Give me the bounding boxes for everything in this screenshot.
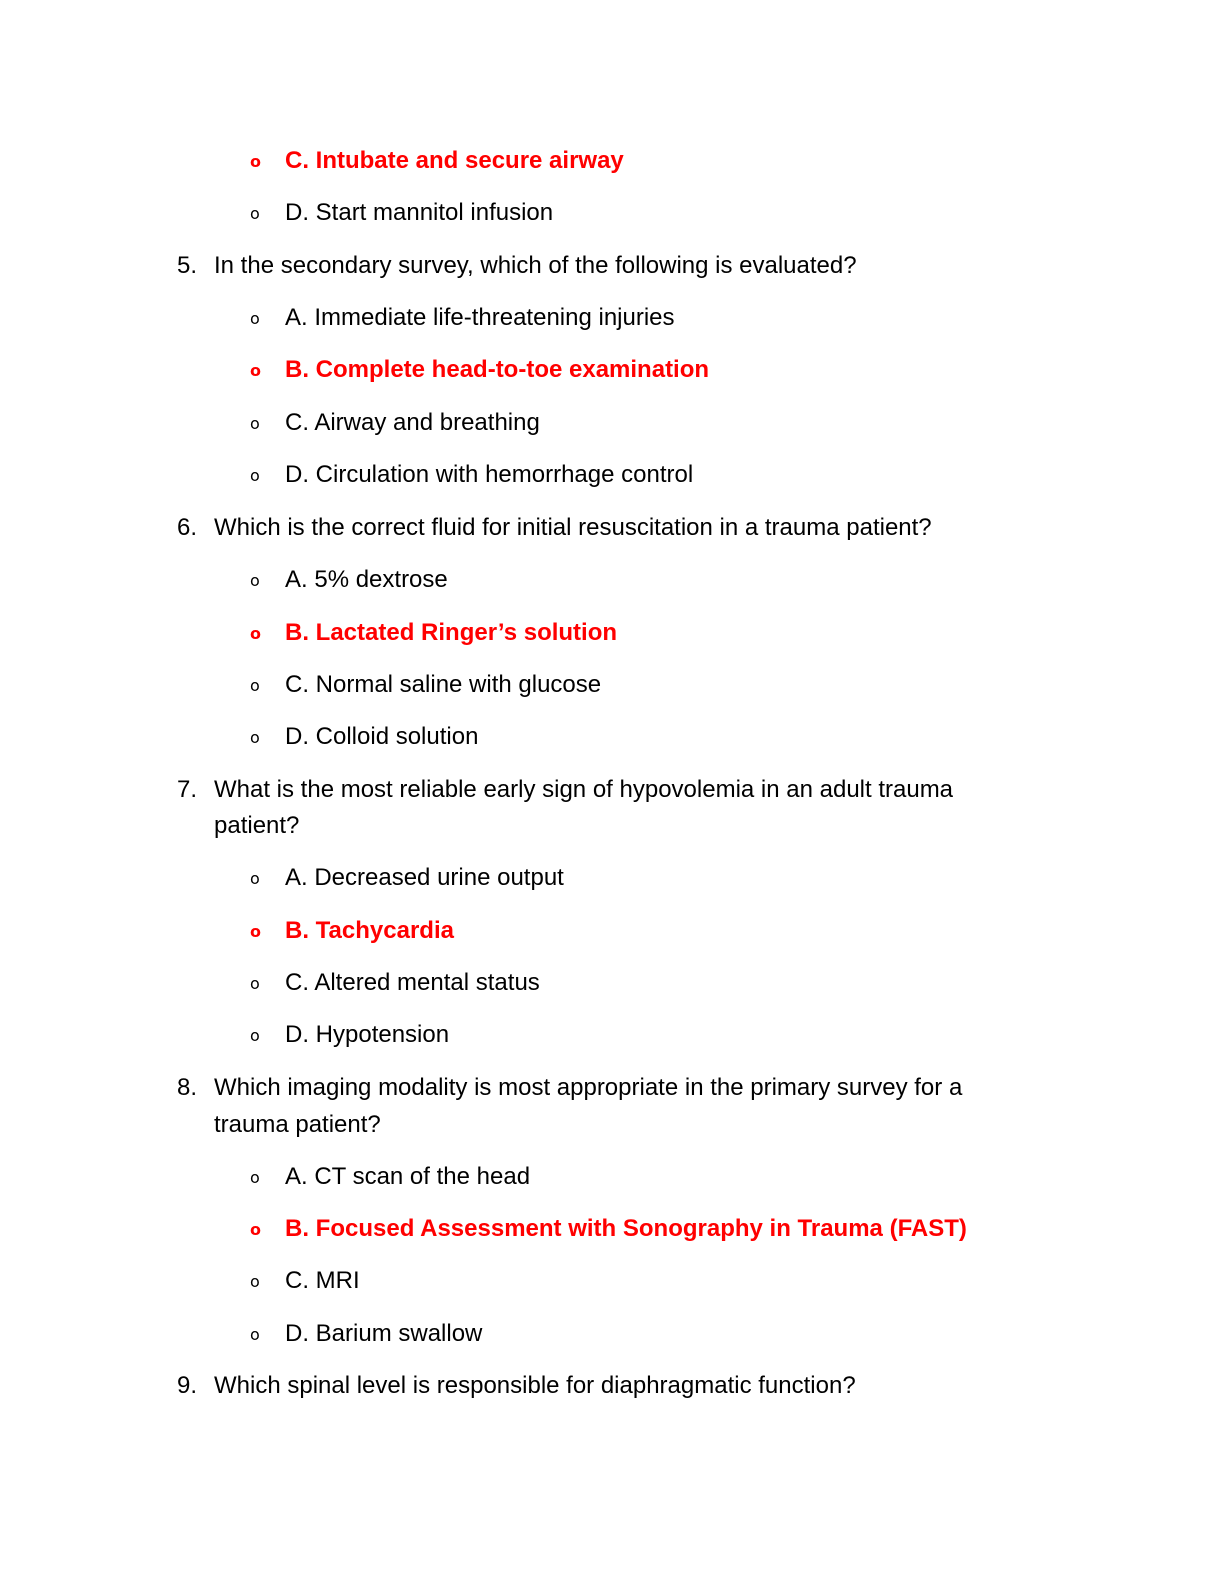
bullet-icon: o bbox=[250, 1272, 260, 1291]
bullet-icon: o bbox=[250, 922, 261, 941]
option-text: B. Lactated Ringer’s solution bbox=[285, 619, 618, 646]
bullet-icon: o bbox=[250, 1325, 260, 1344]
option-text: D. Start mannitol infusion bbox=[285, 199, 554, 226]
option-text: C. MRI bbox=[285, 1267, 360, 1294]
option-text: B. Tachycardia bbox=[285, 917, 454, 944]
option bbox=[250, 863, 564, 894]
option-correct bbox=[250, 1214, 967, 1245]
question-5 bbox=[177, 251, 857, 281]
bullet-icon: o bbox=[250, 571, 260, 590]
option-text: D. Colloid solution bbox=[285, 723, 479, 750]
question-text-continued: trauma patient? bbox=[214, 1111, 381, 1138]
option bbox=[250, 1020, 449, 1051]
question-6 bbox=[177, 513, 932, 543]
bullet-icon: o bbox=[250, 152, 261, 171]
bullet-icon: o bbox=[250, 466, 260, 485]
option bbox=[250, 408, 540, 439]
option-correct bbox=[250, 618, 617, 649]
option-text: D. Circulation with hemorrhage control bbox=[285, 461, 694, 488]
bullet-icon: o bbox=[250, 414, 260, 433]
option-correct bbox=[250, 355, 709, 386]
question-7 bbox=[177, 775, 953, 805]
option-text: D. Hypotension bbox=[285, 1021, 450, 1048]
question-text-continued: patient? bbox=[214, 812, 300, 839]
option bbox=[250, 565, 448, 596]
bullet-icon: o bbox=[250, 309, 260, 328]
option-text: A. CT scan of the head bbox=[285, 1163, 531, 1190]
option-text: B. Complete head-to-toe examination bbox=[285, 356, 710, 383]
question-text: In the secondary survey, which of the following is evaluated? bbox=[214, 252, 857, 279]
question-number: 6. bbox=[177, 514, 198, 541]
option bbox=[250, 1162, 530, 1193]
option-text: C. Airway and breathing bbox=[285, 409, 540, 436]
question-text: Which imaging modality is most appropriate in the primary survey for a bbox=[214, 1074, 963, 1101]
option-text: D. Barium swallow bbox=[285, 1320, 483, 1347]
option-text: C. Altered mental status bbox=[285, 969, 540, 996]
option bbox=[250, 303, 675, 334]
bullet-icon: o bbox=[250, 204, 260, 223]
option-text: A. 5% dextrose bbox=[285, 566, 448, 593]
option-correct bbox=[250, 916, 454, 947]
question-number: 8. bbox=[177, 1074, 198, 1101]
option-text: C. Intubate and secure airway bbox=[285, 147, 624, 174]
question-text: What is the most reliable early sign of hypovolemia in an adult trauma bbox=[214, 776, 954, 803]
option-correct bbox=[250, 146, 624, 177]
question-9 bbox=[177, 1371, 856, 1401]
option bbox=[250, 670, 601, 701]
question-8 bbox=[177, 1073, 962, 1103]
option-text: B. Focused Assessment with Sonography in Trauma (FAST) bbox=[285, 1215, 967, 1242]
bullet-icon: o bbox=[250, 728, 260, 747]
option bbox=[250, 722, 478, 753]
bullet-icon: o bbox=[250, 1168, 260, 1187]
question-number: 5. bbox=[177, 252, 198, 279]
option-text: C. Normal saline with glucose bbox=[285, 671, 602, 698]
bullet-icon: o bbox=[250, 974, 260, 993]
bullet-icon: o bbox=[250, 676, 260, 695]
bullet-icon: o bbox=[250, 1026, 260, 1045]
bullet-icon: o bbox=[250, 361, 261, 380]
bullet-icon: o bbox=[250, 624, 261, 643]
option-text: A. Decreased urine output bbox=[285, 864, 564, 891]
option-text: A. Immediate life-threatening injuries bbox=[285, 304, 675, 331]
question-text: Which is the correct fluid for initial resuscitation in a trauma patient? bbox=[214, 514, 932, 541]
question-number: 7. bbox=[177, 776, 198, 803]
option bbox=[250, 1319, 482, 1350]
question-text: Which spinal level is responsible for diaphragmatic function? bbox=[214, 1372, 856, 1399]
bullet-icon: o bbox=[250, 1220, 261, 1239]
option bbox=[250, 1266, 360, 1297]
option bbox=[250, 460, 693, 491]
option bbox=[250, 968, 540, 999]
question-number: 9. bbox=[177, 1372, 198, 1399]
option bbox=[250, 198, 553, 229]
bullet-icon: o bbox=[250, 869, 260, 888]
